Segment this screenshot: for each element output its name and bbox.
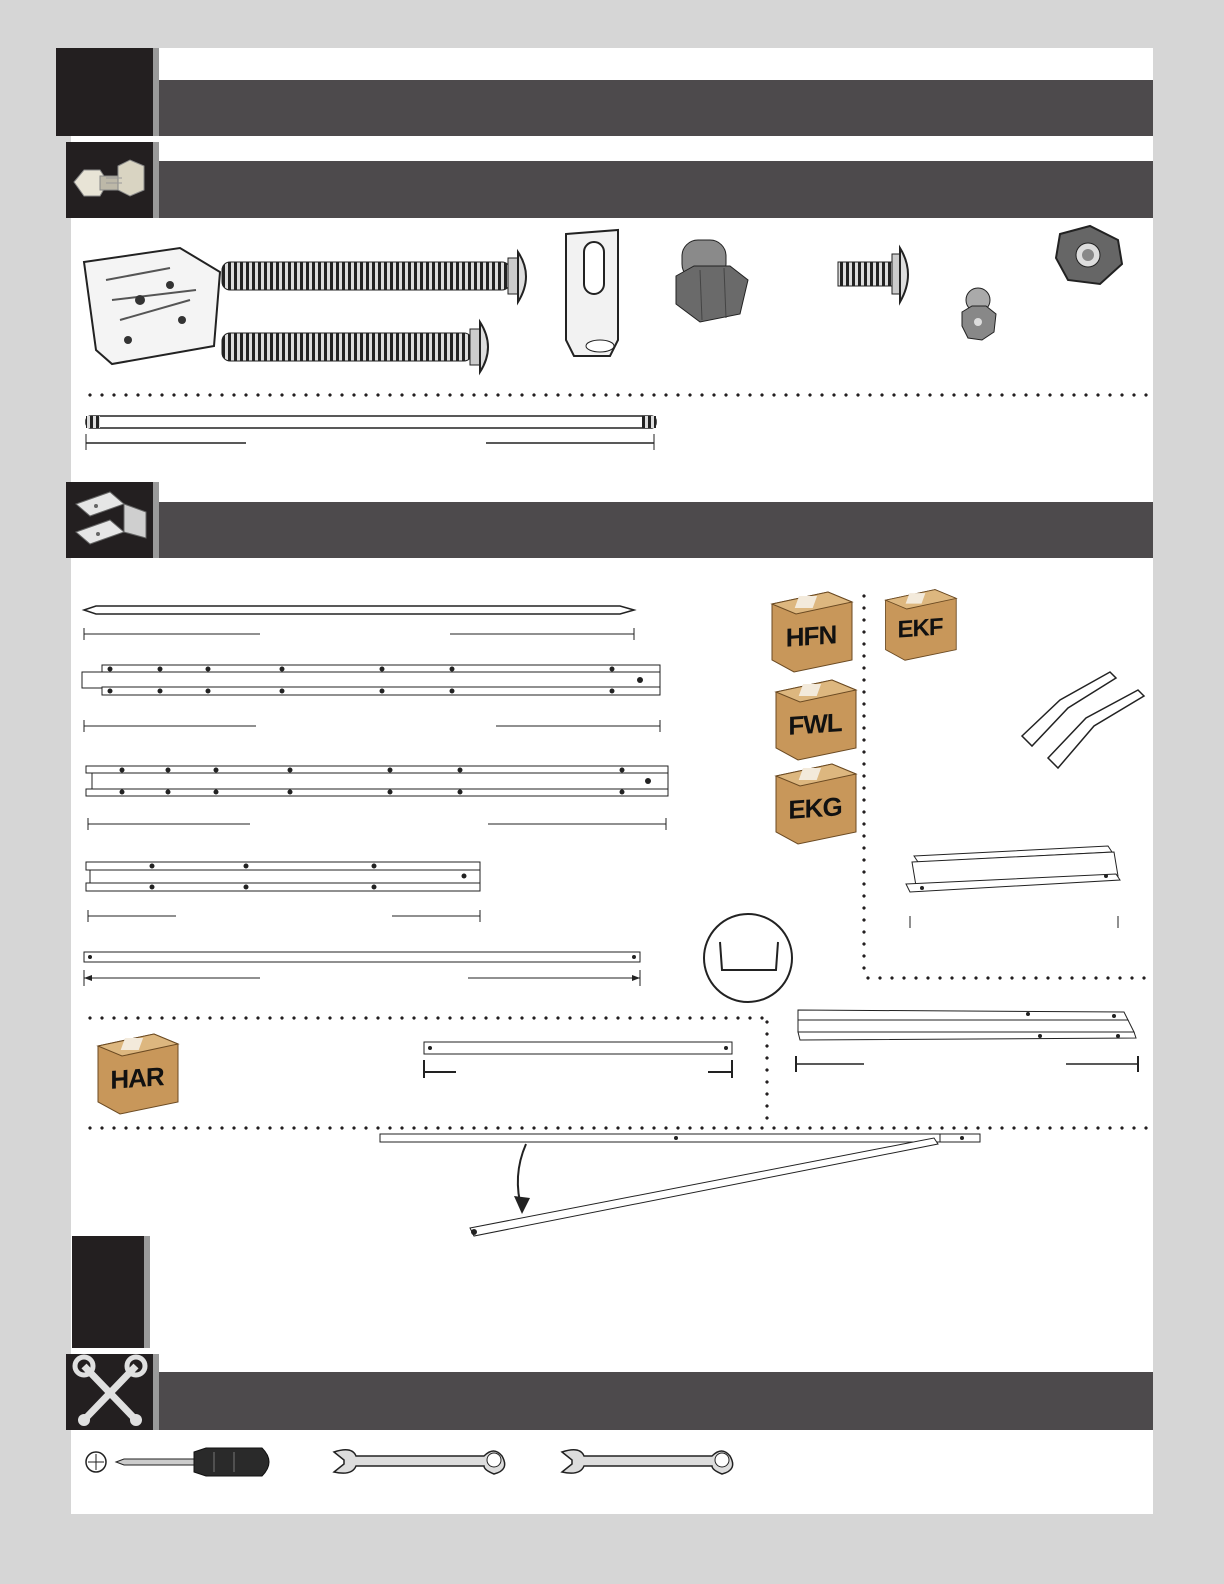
hex-bolt-nut-icon [66, 142, 153, 218]
box-ekg [772, 760, 858, 846]
tools-section-icon [66, 1354, 153, 1430]
dotted-separator [862, 976, 1154, 980]
crossed-wrenches-icon [66, 1354, 153, 1430]
box-label: EKF [897, 613, 943, 644]
parts-title-bar [159, 502, 1153, 558]
box-fwl [772, 676, 858, 762]
box-hfn [768, 588, 854, 674]
instruction-page [71, 48, 1153, 1514]
box-label: EKG [788, 790, 842, 825]
box-label: FWL [788, 706, 842, 741]
step-block-shadow [144, 1236, 150, 1348]
dotted-separator [84, 1126, 1154, 1130]
dotted-separator [765, 1016, 769, 1128]
parts-section-icon [66, 482, 153, 558]
dotted-separator [862, 590, 866, 978]
box-label: HAR [110, 1060, 164, 1095]
step-number-block [56, 48, 153, 136]
hardware-section-icon [66, 142, 153, 218]
box-har [94, 1030, 180, 1116]
step-number-block-2 [72, 1236, 144, 1348]
hardware-title-bar [159, 161, 1153, 218]
dotted-separator [84, 393, 1154, 397]
metal-bracket-icon [66, 482, 153, 558]
box-label: HFN [785, 618, 837, 653]
dotted-separator [84, 1016, 770, 1020]
step-title-bar [159, 80, 1153, 136]
tools-title-bar [159, 1372, 1153, 1430]
box-ekf [880, 586, 960, 662]
